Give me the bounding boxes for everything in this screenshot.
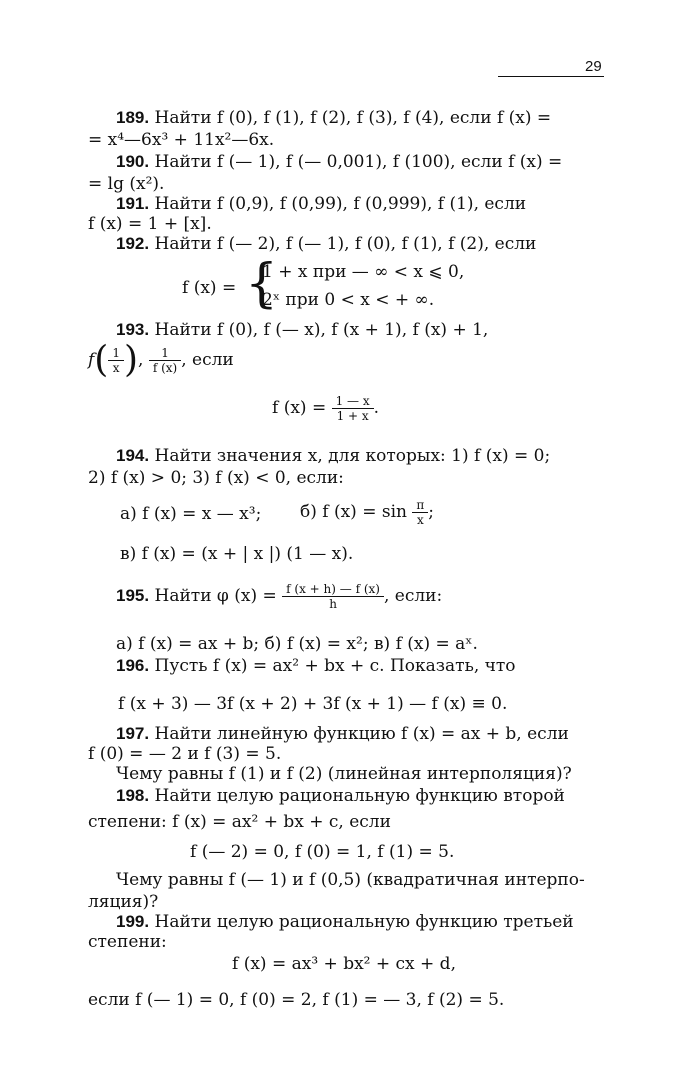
fraction xyxy=(282,582,384,611)
problem-198-line-4: ляция)? xyxy=(88,892,159,912)
problem-text: Найти f (0), f (1), f (2), f (3), f (4), если f (x) = xyxy=(154,108,552,128)
page-number: 29 xyxy=(585,58,602,75)
fraction-denominator: f (x) xyxy=(152,361,178,375)
header-rule xyxy=(498,76,604,77)
left-brace: { xyxy=(245,254,279,314)
problem-196-identity: f (x + 3) — 3f (x + 2) + 3f (x + 1) — f (x) ≡ 0. xyxy=(118,694,508,714)
fraction-denominator: x xyxy=(112,361,120,375)
problem-text: Найти f (— 2), f (— 1), f (0), f (1), f (2), если xyxy=(154,234,537,254)
problem-198-line-2: степени: f (x) = ax² + bx + c, если xyxy=(88,812,391,832)
problem-text: Найти значения x, для которых: 1) f (x) = 0; xyxy=(154,446,551,466)
problem-text: Найти f (0,9), f (0,99), f (0,999), f (1), если xyxy=(154,194,527,214)
piecewise-case-1: 1 + x при — ∞ < x ⩽ 0, xyxy=(262,262,465,282)
problem-191-line-1 xyxy=(116,194,526,214)
problem-193-line-2: f( $\frac{1}{x}$ ), $\frac{1}{f (x)}$ , если xyxy=(88,339,234,381)
problem-194-case-a: а) f (x) = x — x³; xyxy=(120,504,262,524)
problem-number: 192. xyxy=(116,234,150,253)
paren-left: ( xyxy=(94,339,109,381)
problem-text: Пусть f (x) = ax² + bx + c. Показать, что xyxy=(154,656,516,676)
problem-number: 198. xyxy=(116,786,150,805)
function-symbol: f xyxy=(88,350,95,370)
fraction-denominator: x xyxy=(416,513,424,527)
problem-193-line-1 xyxy=(116,320,488,340)
problem-number: 195. xyxy=(116,586,150,605)
fraction-numerator: 1 xyxy=(149,346,181,361)
problem-text: , если: xyxy=(383,586,443,606)
fraction-numerator: π xyxy=(412,498,428,513)
problem-193-equation xyxy=(272,394,379,423)
problem-197-line-1 xyxy=(116,724,569,744)
problem-198-conditions: f (— 2) = 0, f (0) = 1, f (1) = 5. xyxy=(190,842,455,862)
problem-195-line-1 xyxy=(116,582,442,611)
problem-199-line-1 xyxy=(116,912,574,932)
problem-text: Найти f (0), f (— x), f (x + 1), f (x) + 1, xyxy=(154,320,489,340)
problem-192-line-1 xyxy=(116,234,536,254)
problem-number: 194. xyxy=(116,446,150,465)
fraction xyxy=(332,394,374,423)
problem-198-line-3: Чему равны f (— 1) и f (0,5) (квадратичная интерпо- xyxy=(116,870,585,890)
problem-199-equation: f (x) = ax³ + bx² + cx + d, xyxy=(232,954,456,974)
problem-text: Найти целую рациональную функцию третьей xyxy=(154,912,574,932)
problem-194-case-b xyxy=(300,498,434,527)
problem-190-line-2: = lg (x²). xyxy=(88,174,165,194)
equation-end: . xyxy=(373,398,380,418)
fraction-denominator: 1 + x xyxy=(336,409,369,423)
case-end: ; xyxy=(428,502,435,522)
problem-number: 197. xyxy=(116,724,150,743)
fraction-numerator: 1 xyxy=(108,346,124,361)
problem-190-line-1 xyxy=(116,152,562,172)
problem-text: Найти линейную функцию f (x) = ax + b, если xyxy=(154,724,569,744)
piecewise-case-2: 2ˣ при 0 < x < + ∞. xyxy=(262,290,435,310)
problem-number: 196. xyxy=(116,656,150,675)
problem-number: 190. xyxy=(116,152,150,171)
problem-195-line-2: а) f (x) = ax + b; б) f (x) = x²; в) f (x) = aˣ. xyxy=(116,634,478,654)
problem-number: 191. xyxy=(116,194,150,213)
problem-197-line-2: f (0) = — 2 и f (3) = 5. xyxy=(88,744,282,764)
piecewise-lhs: f (x) = xyxy=(182,278,237,298)
problem-text: Найти φ (x) = xyxy=(154,586,277,606)
case-text: б) f (x) = sin xyxy=(300,502,407,522)
problem-191-line-2: f (x) = 1 + [x]. xyxy=(88,214,212,234)
problem-199-line-2: степени: xyxy=(88,932,167,952)
fraction-numerator: f (x + h) — f (x) xyxy=(282,582,384,597)
problem-199-line-3: если f (— 1) = 0, f (0) = 2, f (1) = — 3, f (2) = 5. xyxy=(88,990,505,1010)
problem-194-line-1 xyxy=(116,446,550,466)
paren-right: ) xyxy=(123,339,139,381)
fraction xyxy=(412,498,428,527)
problem-text: , если xyxy=(181,350,234,370)
problem-194-case-c: в) f (x) = (x + | x |) (1 — x). xyxy=(120,544,354,564)
equation-lhs: f (x) = xyxy=(272,398,327,418)
fraction-denominator: h xyxy=(329,597,337,611)
problem-198-line-1 xyxy=(116,786,565,806)
fraction-1-over-x xyxy=(108,346,124,375)
problem-number: 199. xyxy=(116,912,150,931)
problem-189-line-2: = x⁴—6x³ + 11x²—6x. xyxy=(88,130,275,150)
problem-text: Найти целую рациональную функцию второй xyxy=(154,786,565,806)
problem-number: 189. xyxy=(116,108,150,127)
problem-196-line-1 xyxy=(116,656,516,676)
problem-194-line-2: 2) f (x) > 0; 3) f (x) < 0, если: xyxy=(88,468,344,488)
problem-197-line-3: Чему равны f (1) и f (2) (линейная интерполяция)? xyxy=(116,764,572,784)
problem-number: 193. xyxy=(116,320,150,339)
fraction-1-over-fx xyxy=(149,346,181,375)
fraction-numerator: 1 — x xyxy=(332,394,374,409)
problem-189-line-1 xyxy=(116,108,551,128)
problem-text: Найти f (— 1), f (— 0,001), f (100), если f (x) = xyxy=(154,152,563,172)
